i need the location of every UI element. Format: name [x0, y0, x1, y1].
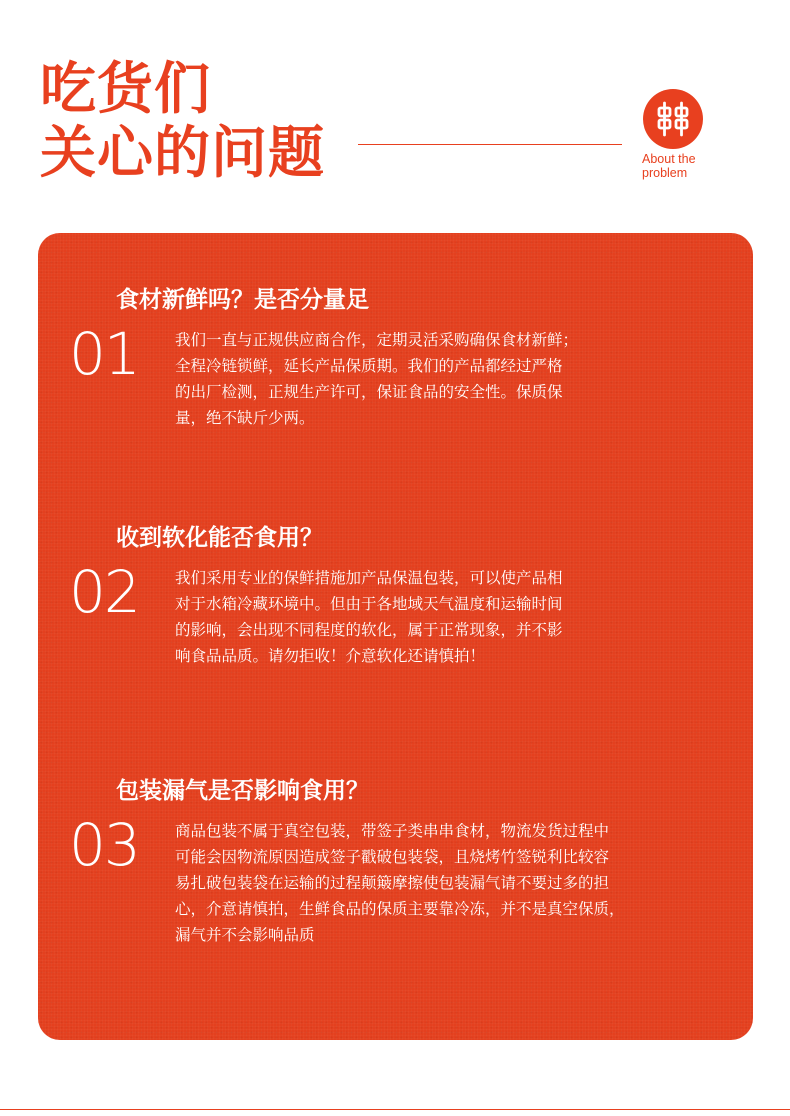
faq-answer: 我们采用专业的保鲜措施加产品保温包装，可以使产品相 对于水箱冷藏环境中。但由于各地域天气温度和运输时间 的影响，会出现不同程度的软化，属于正常现象，并不影 响食品品质。请勿拒收！介意软化还请慎拍！: [175, 569, 563, 665]
faq-question: 食材新鲜吗？是否分量足: [116, 287, 369, 313]
faq-answer: 我们一直与正规供应商合作，定期灵活采购确保食材新鲜； 全程冷链锁鲜，延长产品保质期。我们的产品都经过严格 的出厂检测，正规生产许可，保证食品的安全性。保质保 量，绝不缺斤少两。: [175, 331, 579, 427]
skewer-logo-icon: [643, 89, 703, 149]
faq-card: [38, 233, 753, 1040]
faq-answer: 商品包装不属于真空包装，带签子类串串食材，物流发货过程中 可能会因物流原因造成签子戳破包装袋，且烧烤竹签锐利比较容 易扎破包装袋在运输的过程颠簸摩擦使包装漏气请不要过多的担 心，介意请慎拍，生鲜食品的保质主要靠冷冻，并不是真空保质， 漏气并不会影响品质: [175, 822, 625, 944]
faq-number: 01: [69, 320, 139, 388]
bottom-divider: [0, 1109, 790, 1110]
faq-question: 包装漏气是否影响食用？: [116, 778, 369, 804]
page-title: [40, 58, 325, 186]
header-divider: [358, 144, 622, 145]
page-title-line-1: 吃货们: [40, 57, 211, 122]
logo-caption-line-1: About the: [642, 152, 696, 166]
logo-caption: [642, 152, 732, 180]
page-title-line-2: 关心的问题: [40, 121, 325, 186]
logo-caption-line-2: problem: [642, 166, 688, 180]
faq-number: 03: [69, 811, 139, 879]
faq-number: 02: [69, 558, 139, 626]
faq-question: 收到软化能否食用？: [116, 525, 323, 551]
